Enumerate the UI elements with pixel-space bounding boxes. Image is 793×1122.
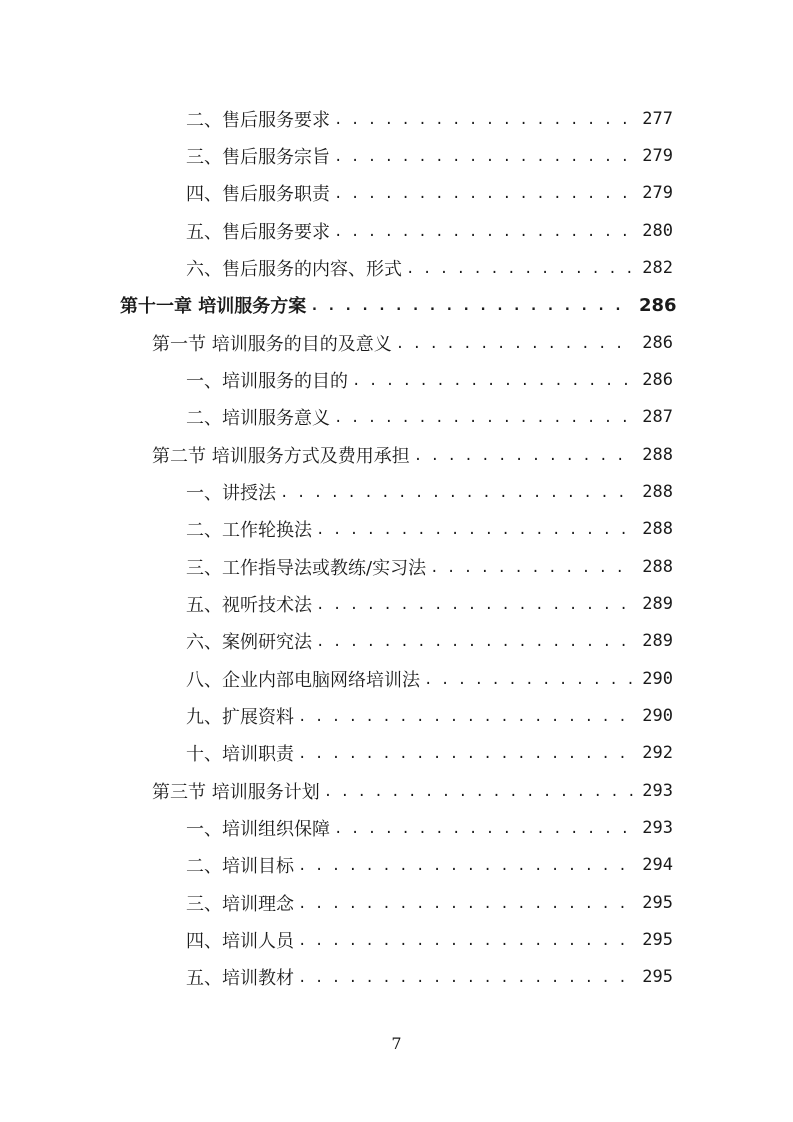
toc-entry-title: 六、售后服务的内容、形式 (186, 258, 402, 280)
toc-entry-title: 九、扩展资料 (186, 706, 294, 728)
toc-entry[interactable] (0, 511, 793, 548)
toc-entry-title: 五、培训教材 (186, 968, 294, 990)
toc-entry[interactable] (0, 473, 793, 510)
toc-entry-page: 294 (642, 855, 673, 876)
toc-section-entry[interactable] (0, 772, 793, 809)
toc-entry[interactable] (0, 212, 793, 249)
toc-dot-leader (298, 933, 633, 949)
toc-entry-title: 二、售后服务要求 (186, 109, 330, 131)
toc-entry[interactable] (0, 697, 793, 734)
toc-entry[interactable] (0, 884, 793, 921)
toc-dot-leader (298, 970, 633, 986)
toc-dot-leader (334, 410, 633, 426)
toc-entry-page: 288 (642, 481, 673, 502)
toc-dot-leader (298, 709, 633, 725)
toc-section-entry[interactable] (0, 324, 793, 361)
toc-entry[interactable] (0, 735, 793, 772)
toc-chapter-entry[interactable] (0, 287, 793, 324)
toc-entry-title: 一、讲授法 (186, 482, 276, 504)
toc-dot-leader (334, 224, 633, 240)
toc-section-entry[interactable] (0, 436, 793, 473)
toc-entry-page: 295 (642, 929, 673, 950)
toc-entry-title: 八、企业内部电脑网络培训法 (186, 669, 420, 691)
toc-entry-title: 三、售后服务宗旨 (186, 146, 330, 168)
toc-entry-title: 一、培训服务的目的 (186, 370, 348, 392)
toc-entry-title: 四、售后服务职责 (186, 184, 330, 206)
toc-entry[interactable] (0, 921, 793, 958)
toc-entry[interactable] (0, 249, 793, 286)
page-number: 7 (391, 1034, 402, 1053)
toc-dot-leader (352, 373, 633, 389)
toc-entry-page: 290 (642, 705, 673, 726)
toc-entry-page: 292 (642, 743, 673, 764)
toc-entry-page: 289 (642, 593, 673, 614)
toc-dot-leader (334, 186, 633, 202)
toc-dot-leader (316, 634, 633, 650)
toc-entry-title: 第一节 培训服务的目的及意义 (152, 333, 392, 355)
toc-entry-title: 二、培训目标 (186, 856, 294, 878)
toc-dot-leader (316, 522, 633, 538)
toc-entry-title: 二、工作轮换法 (186, 520, 312, 542)
toc-entry-page: 287 (642, 407, 673, 428)
toc-entry-title: 二、培训服务意义 (186, 408, 330, 430)
toc-entry-page: 293 (642, 817, 673, 838)
toc-entry-title: 三、培训理念 (186, 893, 294, 915)
toc-entry-page: 293 (642, 780, 673, 801)
toc-dot-leader (334, 821, 633, 837)
toc-entry-page: 277 (642, 108, 673, 129)
toc-entry-title: 第三节 培训服务计划 (152, 781, 320, 803)
toc-dot-leader (298, 858, 633, 874)
toc-entry-page: 288 (642, 444, 673, 465)
toc-entry[interactable] (0, 847, 793, 884)
toc-entry-page: 286 (642, 369, 673, 390)
toc-entry-page: 282 (642, 257, 673, 278)
toc-entry[interactable] (0, 361, 793, 398)
toc-entry-page: 295 (642, 967, 673, 988)
toc-entry-title: 第二节 培训服务方式及费用承担 (152, 445, 410, 467)
toc-dot-leader (334, 149, 633, 165)
toc-dot-leader (424, 672, 633, 688)
toc-entry-page: 286 (642, 332, 673, 353)
toc-entry[interactable] (0, 623, 793, 660)
toc-entry-page: 288 (642, 556, 673, 577)
toc-entry[interactable] (0, 585, 793, 622)
toc-entry-title: 六、案例研究法 (186, 632, 312, 654)
toc-entry[interactable] (0, 809, 793, 846)
toc-dot-leader (298, 896, 633, 912)
toc-entry-page: 280 (642, 220, 673, 241)
toc-entry-page: 295 (642, 892, 673, 913)
toc-entry[interactable] (0, 660, 793, 697)
toc-dot-leader (316, 597, 633, 613)
toc-dot-leader (406, 261, 633, 277)
toc-entry[interactable] (0, 399, 793, 436)
toc-dot-leader (310, 298, 633, 314)
toc-entry-title: 五、视听技术法 (186, 594, 312, 616)
toc-entry-title: 五、售后服务要求 (186, 221, 330, 243)
toc-entry-page: 290 (642, 668, 673, 689)
toc-entry-title: 一、培训组织保障 (186, 818, 330, 840)
toc-entry-title: 第十一章 培训服务方案 (120, 296, 307, 318)
toc-entry-title: 三、工作指导法或教练/实习法 (186, 557, 427, 579)
toc-dot-leader (414, 448, 633, 464)
toc-entry-page: 289 (642, 631, 673, 652)
toc-entry[interactable] (0, 959, 793, 996)
table-of-contents (0, 100, 793, 996)
toc-dot-leader (324, 784, 633, 800)
toc-entry-page: 279 (642, 145, 673, 166)
toc-entry-page: 286 (639, 294, 677, 316)
toc-dot-leader (334, 112, 633, 128)
toc-dot-leader (430, 560, 633, 576)
toc-entry[interactable] (0, 137, 793, 174)
toc-dot-leader (280, 485, 633, 501)
toc-dot-leader (298, 746, 633, 762)
toc-entry[interactable] (0, 100, 793, 137)
toc-entry[interactable] (0, 175, 793, 212)
toc-dot-leader (396, 336, 633, 352)
toc-entry-page: 288 (642, 519, 673, 540)
toc-entry-title: 十、培训职责 (186, 744, 294, 766)
toc-entry[interactable] (0, 548, 793, 585)
toc-entry-page: 279 (642, 183, 673, 204)
toc-entry-title: 四、培训人员 (186, 930, 294, 952)
